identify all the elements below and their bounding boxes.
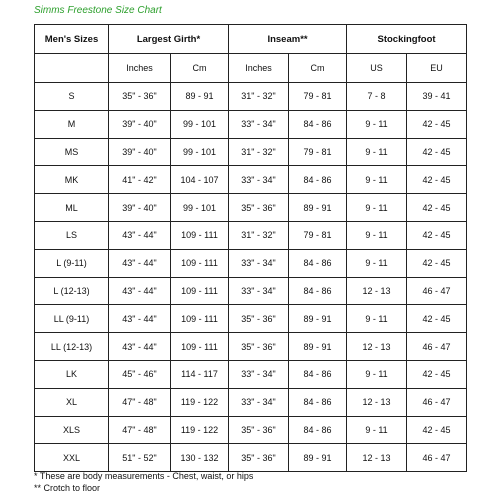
header-mens-sizes: Men's Sizes (35, 25, 109, 54)
cell-inseam-inches: 31" - 32" (229, 138, 289, 166)
cell-stockingfoot-eu: 42 - 45 (407, 221, 467, 249)
table-row (35, 83, 467, 111)
cell-girth-cm: 99 - 101 (171, 110, 229, 138)
cell-inseam-cm: 79 - 81 (289, 138, 347, 166)
cell-stockingfoot-us: 9 - 11 (347, 221, 407, 249)
cell-girth-inches: 47" - 48" (109, 388, 171, 416)
cell-stockingfoot-us: 7 - 8 (347, 83, 407, 111)
cell-stockingfoot-eu: 42 - 45 (407, 360, 467, 388)
cell-size: M (35, 110, 109, 138)
cell-girth-cm: 109 - 111 (171, 305, 229, 333)
cell-girth-cm: 119 - 122 (171, 416, 229, 444)
cell-stockingfoot-eu: 42 - 45 (407, 166, 467, 194)
subheader-inseam-cm: Cm (289, 54, 347, 83)
cell-girth-cm: 109 - 111 (171, 249, 229, 277)
cell-stockingfoot-us: 12 - 13 (347, 277, 407, 305)
cell-inseam-inches: 35" - 36" (229, 416, 289, 444)
table-row (35, 110, 467, 138)
cell-inseam-cm: 89 - 91 (289, 305, 347, 333)
cell-inseam-cm: 84 - 86 (289, 110, 347, 138)
subheader-stockingfoot-eu: EU (407, 54, 467, 83)
cell-inseam-inches: 35" - 36" (229, 444, 289, 472)
cell-stockingfoot-us: 9 - 11 (347, 138, 407, 166)
table-row (35, 277, 467, 305)
cell-size: LK (35, 360, 109, 388)
table-row (35, 166, 467, 194)
cell-size: S (35, 83, 109, 111)
cell-stockingfoot-us: 9 - 11 (347, 416, 407, 444)
footnote-girth: * These are body measurements - Chest, waist, or hips (34, 471, 254, 481)
cell-stockingfoot-us: 9 - 11 (347, 360, 407, 388)
table-row (35, 333, 467, 361)
cell-girth-inches: 41" - 42" (109, 166, 171, 194)
cell-girth-inches: 35" - 36" (109, 83, 171, 111)
size-rows (35, 83, 467, 472)
subheader-girth-cm: Cm (171, 54, 229, 83)
cell-inseam-cm: 89 - 91 (289, 444, 347, 472)
cell-stockingfoot-us: 12 - 13 (347, 388, 407, 416)
table-row (35, 305, 467, 333)
cell-inseam-cm: 89 - 91 (289, 194, 347, 222)
header-inseam: Inseam** (229, 25, 347, 54)
cell-size: XLS (35, 416, 109, 444)
header-largest-girth: Largest Girth* (109, 25, 229, 54)
cell-inseam-inches: 33" - 34" (229, 388, 289, 416)
cell-inseam-cm: 84 - 86 (289, 166, 347, 194)
cell-inseam-inches: 35" - 36" (229, 333, 289, 361)
cell-stockingfoot-eu: 46 - 47 (407, 333, 467, 361)
cell-size: L (12-13) (35, 277, 109, 305)
cell-stockingfoot-us: 9 - 11 (347, 166, 407, 194)
cell-girth-inches: 39" - 40" (109, 110, 171, 138)
cell-stockingfoot-eu: 39 - 41 (407, 83, 467, 111)
cell-inseam-inches: 35" - 36" (229, 305, 289, 333)
cell-girth-cm: 109 - 111 (171, 277, 229, 305)
cell-inseam-cm: 84 - 86 (289, 249, 347, 277)
cell-inseam-inches: 31" - 32" (229, 221, 289, 249)
cell-size: MK (35, 166, 109, 194)
cell-inseam-inches: 35" - 36" (229, 194, 289, 222)
cell-girth-inches: 47" - 48" (109, 416, 171, 444)
cell-inseam-inches: 33" - 34" (229, 166, 289, 194)
table-row (35, 194, 467, 222)
table-row (35, 138, 467, 166)
cell-size: ML (35, 194, 109, 222)
size-chart-table (34, 24, 467, 472)
cell-inseam-cm: 79 - 81 (289, 221, 347, 249)
cell-stockingfoot-us: 9 - 11 (347, 305, 407, 333)
cell-inseam-cm: 84 - 86 (289, 360, 347, 388)
cell-stockingfoot-eu: 46 - 47 (407, 277, 467, 305)
cell-stockingfoot-eu: 42 - 45 (407, 194, 467, 222)
cell-stockingfoot-us: 9 - 11 (347, 249, 407, 277)
cell-inseam-inches: 31" - 32" (229, 83, 289, 111)
table-row (35, 221, 467, 249)
chart-title-text: Freestone Size Chart (64, 5, 162, 16)
cell-girth-inches: 43" - 44" (109, 249, 171, 277)
header-stockingfoot: Stockingfoot (347, 25, 467, 54)
cell-stockingfoot-us: 12 - 13 (347, 333, 407, 361)
cell-stockingfoot-us: 12 - 13 (347, 444, 407, 472)
cell-size: LS (35, 221, 109, 249)
cell-size: LL (9-11) (35, 305, 109, 333)
cell-girth-cm: 89 - 91 (171, 83, 229, 111)
cell-girth-inches: 39" - 40" (109, 194, 171, 222)
cell-girth-cm: 99 - 101 (171, 138, 229, 166)
cell-inseam-cm: 79 - 81 (289, 83, 347, 111)
cell-size: LL (12-13) (35, 333, 109, 361)
cell-size: MS (35, 138, 109, 166)
cell-girth-cm: 109 - 111 (171, 221, 229, 249)
cell-stockingfoot-us: 9 - 11 (347, 194, 407, 222)
cell-girth-inches: 43" - 44" (109, 333, 171, 361)
subheader-inseam-inches: Inches (229, 54, 289, 83)
cell-girth-inches: 43" - 44" (109, 305, 171, 333)
table-row (35, 249, 467, 277)
cell-girth-inches: 45" - 46" (109, 360, 171, 388)
subheader-girth-inches: Inches (109, 54, 171, 83)
cell-inseam-cm: 84 - 86 (289, 277, 347, 305)
cell-stockingfoot-eu: 42 - 45 (407, 416, 467, 444)
table-row (35, 360, 467, 388)
cell-girth-cm: 130 - 132 (171, 444, 229, 472)
cell-girth-cm: 119 - 122 (171, 388, 229, 416)
cell-stockingfoot-eu: 42 - 45 (407, 138, 467, 166)
cell-girth-inches: 51" - 52" (109, 444, 171, 472)
chart-title (34, 5, 162, 16)
cell-inseam-inches: 33" - 34" (229, 360, 289, 388)
cell-stockingfoot-eu: 42 - 45 (407, 305, 467, 333)
table-row (35, 388, 467, 416)
cell-size: L (9-11) (35, 249, 109, 277)
table-row (35, 416, 467, 444)
cell-inseam-inches: 33" - 34" (229, 249, 289, 277)
cell-size: XXL (35, 444, 109, 472)
brand-name: Simms (34, 5, 65, 16)
subheader-stockingfoot-us: US (347, 54, 407, 83)
cell-inseam-cm: 84 - 86 (289, 388, 347, 416)
cell-stockingfoot-eu: 46 - 47 (407, 388, 467, 416)
cell-girth-cm: 109 - 111 (171, 333, 229, 361)
cell-girth-cm: 114 - 117 (171, 360, 229, 388)
cell-stockingfoot-eu: 46 - 47 (407, 444, 467, 472)
cell-inseam-cm: 84 - 86 (289, 416, 347, 444)
table-row (35, 444, 467, 472)
cell-stockingfoot-eu: 42 - 45 (407, 110, 467, 138)
cell-girth-cm: 99 - 101 (171, 194, 229, 222)
subheader-empty (35, 54, 109, 83)
cell-girth-inches: 39" - 40" (109, 138, 171, 166)
cell-girth-cm: 104 - 107 (171, 166, 229, 194)
cell-stockingfoot-eu: 42 - 45 (407, 249, 467, 277)
cell-girth-inches: 43" - 44" (109, 277, 171, 305)
footnote-inseam: ** Crotch to floor (34, 483, 101, 493)
cell-girth-inches: 43" - 44" (109, 221, 171, 249)
cell-inseam-inches: 33" - 34" (229, 277, 289, 305)
cell-size: XL (35, 388, 109, 416)
footnotes (34, 470, 253, 494)
cell-stockingfoot-us: 9 - 11 (347, 110, 407, 138)
cell-inseam-cm: 89 - 91 (289, 333, 347, 361)
cell-inseam-inches: 33" - 34" (229, 110, 289, 138)
